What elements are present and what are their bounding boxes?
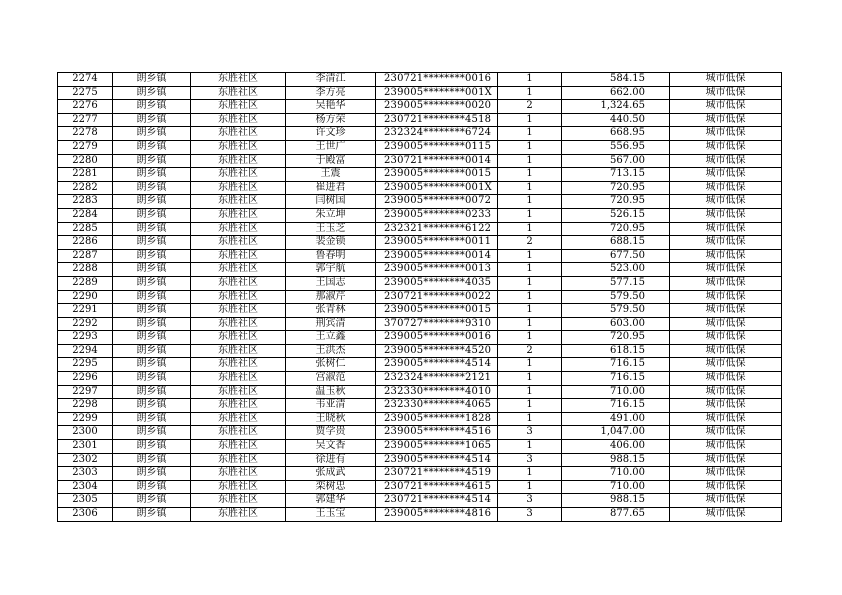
household-size-cell: 2 (498, 100, 562, 114)
category-cell: 城市低保 (670, 467, 782, 481)
amount-cell: 716.15 (562, 358, 670, 372)
township-cell: 朗乡镇 (113, 222, 191, 236)
id-number-cell: 239005********0016 (376, 331, 498, 345)
table-row (58, 222, 782, 236)
name-cell: 荆宾清 (286, 317, 376, 331)
township-cell: 朗乡镇 (113, 86, 191, 100)
id-number-cell: 239005********4035 (376, 276, 498, 290)
table-row (58, 113, 782, 127)
name-cell: 鲁春明 (286, 249, 376, 263)
id-number-cell: 239005********4514 (376, 453, 498, 467)
community-cell: 东胜社区 (191, 236, 286, 250)
amount-cell: 491.00 (562, 412, 670, 426)
id-number-cell: 232324********6724 (376, 127, 498, 141)
township-cell: 朗乡镇 (113, 317, 191, 331)
township-cell: 朗乡镇 (113, 358, 191, 372)
serial-number-cell: 2305 (58, 494, 113, 508)
township-cell: 朗乡镇 (113, 467, 191, 481)
category-cell: 城市低保 (670, 358, 782, 372)
name-cell: 李清江 (286, 73, 376, 87)
serial-number-cell: 2289 (58, 276, 113, 290)
table-row (58, 304, 782, 318)
category-cell: 城市低保 (670, 100, 782, 114)
name-cell: 栾树忠 (286, 480, 376, 494)
table-row (58, 181, 782, 195)
household-size-cell: 1 (498, 113, 562, 127)
serial-number-cell: 2276 (58, 100, 113, 114)
id-number-cell: 239005********0013 (376, 263, 498, 277)
name-cell: 王震 (286, 168, 376, 182)
amount-cell: 677.50 (562, 249, 670, 263)
table-row (58, 140, 782, 154)
serial-number-cell: 2304 (58, 480, 113, 494)
category-cell: 城市低保 (670, 290, 782, 304)
name-cell: 韦亚清 (286, 399, 376, 413)
category-cell: 城市低保 (670, 154, 782, 168)
amount-cell: 720.95 (562, 195, 670, 209)
township-cell: 朗乡镇 (113, 113, 191, 127)
id-number-cell: 239005********0115 (376, 140, 498, 154)
household-size-cell: 1 (498, 276, 562, 290)
name-cell: 温玉秋 (286, 385, 376, 399)
serial-number-cell: 2292 (58, 317, 113, 331)
township-cell: 朗乡镇 (113, 304, 191, 318)
id-number-cell: 230721********4615 (376, 480, 498, 494)
id-number-cell: 239005********1828 (376, 412, 498, 426)
table-row (58, 236, 782, 250)
community-cell: 东胜社区 (191, 249, 286, 263)
township-cell: 朗乡镇 (113, 73, 191, 87)
amount-cell: 716.15 (562, 372, 670, 386)
household-size-cell: 3 (498, 494, 562, 508)
category-cell: 城市低保 (670, 127, 782, 141)
id-number-cell: 239005********0072 (376, 195, 498, 209)
category-cell: 城市低保 (670, 195, 782, 209)
id-number-cell: 230721********0014 (376, 154, 498, 168)
household-size-cell: 1 (498, 399, 562, 413)
name-cell: 王立鑫 (286, 331, 376, 345)
table-row (58, 372, 782, 386)
table-row (58, 494, 782, 508)
category-cell: 城市低保 (670, 399, 782, 413)
category-cell: 城市低保 (670, 208, 782, 222)
serial-number-cell: 2300 (58, 426, 113, 440)
id-number-cell: 239005********0015 (376, 304, 498, 318)
community-cell: 东胜社区 (191, 222, 286, 236)
community-cell: 东胜社区 (191, 113, 286, 127)
name-cell: 闫树国 (286, 195, 376, 209)
amount-cell: 710.00 (562, 480, 670, 494)
community-cell: 东胜社区 (191, 140, 286, 154)
township-cell: 朗乡镇 (113, 372, 191, 386)
household-size-cell: 2 (498, 344, 562, 358)
table-row (58, 317, 782, 331)
name-cell: 杨方荣 (286, 113, 376, 127)
table-row (58, 358, 782, 372)
name-cell: 郭建华 (286, 494, 376, 508)
community-cell: 东胜社区 (191, 127, 286, 141)
name-cell: 于殿富 (286, 154, 376, 168)
household-size-cell: 1 (498, 372, 562, 386)
household-size-cell: 1 (498, 154, 562, 168)
community-cell: 东胜社区 (191, 290, 286, 304)
serial-number-cell: 2283 (58, 195, 113, 209)
category-cell: 城市低保 (670, 494, 782, 508)
category-cell: 城市低保 (670, 331, 782, 345)
amount-cell: 406.00 (562, 440, 670, 454)
table-row (58, 263, 782, 277)
id-number-cell: 239005********0014 (376, 249, 498, 263)
household-size-cell: 1 (498, 412, 562, 426)
table-row (58, 168, 782, 182)
township-cell: 朗乡镇 (113, 168, 191, 182)
table-row (58, 412, 782, 426)
community-cell: 东胜社区 (191, 317, 286, 331)
id-number-cell: 230721********4514 (376, 494, 498, 508)
household-size-cell: 1 (498, 304, 562, 318)
amount-cell: 988.15 (562, 494, 670, 508)
table-row (58, 86, 782, 100)
name-cell: 张青林 (286, 304, 376, 318)
township-cell: 朗乡镇 (113, 290, 191, 304)
serial-number-cell: 2290 (58, 290, 113, 304)
household-size-cell: 1 (498, 263, 562, 277)
name-cell: 王洪杰 (286, 344, 376, 358)
serial-number-cell: 2302 (58, 453, 113, 467)
township-cell: 朗乡镇 (113, 385, 191, 399)
township-cell: 朗乡镇 (113, 263, 191, 277)
id-number-cell: 232324********2121 (376, 372, 498, 386)
name-cell: 徐进有 (286, 453, 376, 467)
name-cell: 裴金锁 (286, 236, 376, 250)
relief-roster-table (57, 72, 782, 522)
category-cell: 城市低保 (670, 412, 782, 426)
township-cell: 朗乡镇 (113, 154, 191, 168)
amount-cell: 523.00 (562, 263, 670, 277)
name-cell: 王国志 (286, 276, 376, 290)
name-cell: 贾学贵 (286, 426, 376, 440)
household-size-cell: 1 (498, 222, 562, 236)
table-row (58, 508, 782, 522)
amount-cell: 618.15 (562, 344, 670, 358)
community-cell: 东胜社区 (191, 195, 286, 209)
township-cell: 朗乡镇 (113, 480, 191, 494)
name-cell: 李方亮 (286, 86, 376, 100)
household-size-cell: 1 (498, 467, 562, 481)
serial-number-cell: 2280 (58, 154, 113, 168)
category-cell: 城市低保 (670, 113, 782, 127)
category-cell: 城市低保 (670, 73, 782, 87)
category-cell: 城市低保 (670, 480, 782, 494)
community-cell: 东胜社区 (191, 86, 286, 100)
township-cell: 朗乡镇 (113, 236, 191, 250)
household-size-cell: 1 (498, 249, 562, 263)
name-cell: 王世广 (286, 140, 376, 154)
household-size-cell: 2 (498, 236, 562, 250)
township-cell: 朗乡镇 (113, 494, 191, 508)
serial-number-cell: 2277 (58, 113, 113, 127)
name-cell: 郭宇航 (286, 263, 376, 277)
township-cell: 朗乡镇 (113, 344, 191, 358)
serial-number-cell: 2275 (58, 86, 113, 100)
serial-number-cell: 2296 (58, 372, 113, 386)
township-cell: 朗乡镇 (113, 412, 191, 426)
serial-number-cell: 2291 (58, 304, 113, 318)
household-size-cell: 3 (498, 508, 562, 522)
category-cell: 城市低保 (670, 86, 782, 100)
id-number-cell: 239005********0015 (376, 168, 498, 182)
category-cell: 城市低保 (670, 222, 782, 236)
category-cell: 城市低保 (670, 249, 782, 263)
serial-number-cell: 2284 (58, 208, 113, 222)
table-row (58, 385, 782, 399)
township-cell: 朗乡镇 (113, 399, 191, 413)
amount-cell: 1,047.00 (562, 426, 670, 440)
community-cell: 东胜社区 (191, 508, 286, 522)
household-size-cell: 1 (498, 127, 562, 141)
category-cell: 城市低保 (670, 140, 782, 154)
table-row (58, 399, 782, 413)
serial-number-cell: 2306 (58, 508, 113, 522)
category-cell: 城市低保 (670, 344, 782, 358)
id-number-cell: 239005********4520 (376, 344, 498, 358)
table-row (58, 154, 782, 168)
table-row (58, 127, 782, 141)
table-row (58, 100, 782, 114)
table-row (58, 453, 782, 467)
community-cell: 东胜社区 (191, 440, 286, 454)
community-cell: 东胜社区 (191, 480, 286, 494)
category-cell: 城市低保 (670, 372, 782, 386)
amount-cell: 720.95 (562, 222, 670, 236)
name-cell: 吴艳华 (286, 100, 376, 114)
township-cell: 朗乡镇 (113, 331, 191, 345)
name-cell: 吴文香 (286, 440, 376, 454)
category-cell: 城市低保 (670, 317, 782, 331)
id-number-cell: 230721********0016 (376, 73, 498, 87)
name-cell: 王玉芝 (286, 222, 376, 236)
id-number-cell: 239005********0020 (376, 100, 498, 114)
serial-number-cell: 2297 (58, 385, 113, 399)
township-cell: 朗乡镇 (113, 249, 191, 263)
category-cell: 城市低保 (670, 385, 782, 399)
id-number-cell: 230721********4519 (376, 467, 498, 481)
community-cell: 东胜社区 (191, 344, 286, 358)
community-cell: 东胜社区 (191, 412, 286, 426)
serial-number-cell: 2282 (58, 181, 113, 195)
serial-number-cell: 2298 (58, 399, 113, 413)
community-cell: 东胜社区 (191, 208, 286, 222)
name-cell: 张成武 (286, 467, 376, 481)
id-number-cell: 239005********4816 (376, 508, 498, 522)
table-row (58, 480, 782, 494)
table-row (58, 440, 782, 454)
household-size-cell: 1 (498, 195, 562, 209)
id-number-cell: 239005********0233 (376, 208, 498, 222)
category-cell: 城市低保 (670, 263, 782, 277)
community-cell: 东胜社区 (191, 263, 286, 277)
name-cell: 那淑芹 (286, 290, 376, 304)
township-cell: 朗乡镇 (113, 140, 191, 154)
community-cell: 东胜社区 (191, 181, 286, 195)
amount-cell: 662.00 (562, 86, 670, 100)
township-cell: 朗乡镇 (113, 426, 191, 440)
amount-cell: 716.15 (562, 399, 670, 413)
amount-cell: 440.50 (562, 113, 670, 127)
community-cell: 东胜社区 (191, 385, 286, 399)
community-cell: 东胜社区 (191, 73, 286, 87)
household-size-cell: 1 (498, 208, 562, 222)
amount-cell: 720.95 (562, 331, 670, 345)
community-cell: 东胜社区 (191, 276, 286, 290)
serial-number-cell: 2278 (58, 127, 113, 141)
amount-cell: 720.95 (562, 181, 670, 195)
household-size-cell: 1 (498, 440, 562, 454)
id-number-cell: 230721********4518 (376, 113, 498, 127)
category-cell: 城市低保 (670, 453, 782, 467)
serial-number-cell: 2288 (58, 263, 113, 277)
household-size-cell: 1 (498, 181, 562, 195)
amount-cell: 584.15 (562, 73, 670, 87)
table-row (58, 426, 782, 440)
community-cell: 东胜社区 (191, 467, 286, 481)
serial-number-cell: 2301 (58, 440, 113, 454)
category-cell: 城市低保 (670, 304, 782, 318)
id-number-cell: 239005********1065 (376, 440, 498, 454)
table-row (58, 249, 782, 263)
amount-cell: 688.15 (562, 236, 670, 250)
household-size-cell: 3 (498, 426, 562, 440)
amount-cell: 603.00 (562, 317, 670, 331)
id-number-cell: 370727********9310 (376, 317, 498, 331)
serial-number-cell: 2303 (58, 467, 113, 481)
id-number-cell: 239005********4514 (376, 358, 498, 372)
amount-cell: 877.65 (562, 508, 670, 522)
id-number-cell: 232330********4010 (376, 385, 498, 399)
name-cell: 许文珍 (286, 127, 376, 141)
id-number-cell: 239005********0011 (376, 236, 498, 250)
name-cell: 朱立坤 (286, 208, 376, 222)
table-row (58, 331, 782, 345)
township-cell: 朗乡镇 (113, 100, 191, 114)
id-number-cell: 232321********6122 (376, 222, 498, 236)
name-cell: 王晓秋 (286, 412, 376, 426)
township-cell: 朗乡镇 (113, 181, 191, 195)
table-row (58, 290, 782, 304)
category-cell: 城市低保 (670, 508, 782, 522)
id-number-cell: 239005********001X (376, 86, 498, 100)
amount-cell: 710.00 (562, 467, 670, 481)
name-cell: 崔进君 (286, 181, 376, 195)
household-size-cell: 1 (498, 290, 562, 304)
township-cell: 朗乡镇 (113, 195, 191, 209)
amount-cell: 668.95 (562, 127, 670, 141)
community-cell: 东胜社区 (191, 358, 286, 372)
table-body (58, 73, 782, 522)
amount-cell: 988.15 (562, 453, 670, 467)
household-size-cell: 1 (498, 86, 562, 100)
serial-number-cell: 2293 (58, 331, 113, 345)
amount-cell: 1,324.65 (562, 100, 670, 114)
name-cell: 王玉宝 (286, 508, 376, 522)
serial-number-cell: 2295 (58, 358, 113, 372)
amount-cell: 567.00 (562, 154, 670, 168)
household-size-cell: 1 (498, 73, 562, 87)
serial-number-cell: 2274 (58, 73, 113, 87)
household-size-cell: 3 (498, 453, 562, 467)
name-cell: 张树仁 (286, 358, 376, 372)
township-cell: 朗乡镇 (113, 440, 191, 454)
amount-cell: 713.15 (562, 168, 670, 182)
amount-cell: 710.00 (562, 385, 670, 399)
household-size-cell: 1 (498, 480, 562, 494)
township-cell: 朗乡镇 (113, 276, 191, 290)
category-cell: 城市低保 (670, 168, 782, 182)
id-number-cell: 239005********4516 (376, 426, 498, 440)
community-cell: 东胜社区 (191, 372, 286, 386)
household-size-cell: 1 (498, 140, 562, 154)
household-size-cell: 1 (498, 358, 562, 372)
community-cell: 东胜社区 (191, 399, 286, 413)
table-row (58, 208, 782, 222)
amount-cell: 556.95 (562, 140, 670, 154)
community-cell: 东胜社区 (191, 494, 286, 508)
community-cell: 东胜社区 (191, 453, 286, 467)
serial-number-cell: 2286 (58, 236, 113, 250)
township-cell: 朗乡镇 (113, 453, 191, 467)
household-size-cell: 1 (498, 385, 562, 399)
id-number-cell: 239005********001X (376, 181, 498, 195)
community-cell: 东胜社区 (191, 426, 286, 440)
category-cell: 城市低保 (670, 426, 782, 440)
amount-cell: 579.50 (562, 290, 670, 304)
category-cell: 城市低保 (670, 236, 782, 250)
township-cell: 朗乡镇 (113, 208, 191, 222)
table-row (58, 344, 782, 358)
serial-number-cell: 2281 (58, 168, 113, 182)
category-cell: 城市低保 (670, 181, 782, 195)
community-cell: 东胜社区 (191, 100, 286, 114)
serial-number-cell: 2287 (58, 249, 113, 263)
category-cell: 城市低保 (670, 276, 782, 290)
table-row (58, 195, 782, 209)
serial-number-cell: 2294 (58, 344, 113, 358)
community-cell: 东胜社区 (191, 304, 286, 318)
serial-number-cell: 2279 (58, 140, 113, 154)
community-cell: 东胜社区 (191, 154, 286, 168)
community-cell: 东胜社区 (191, 168, 286, 182)
household-size-cell: 1 (498, 317, 562, 331)
name-cell: 宫淑范 (286, 372, 376, 386)
table-row (58, 276, 782, 290)
community-cell: 东胜社区 (191, 331, 286, 345)
amount-cell: 526.15 (562, 208, 670, 222)
household-size-cell: 1 (498, 331, 562, 345)
table-row (58, 73, 782, 87)
household-size-cell: 1 (498, 168, 562, 182)
id-number-cell: 230721********0022 (376, 290, 498, 304)
id-number-cell: 232330********4065 (376, 399, 498, 413)
serial-number-cell: 2285 (58, 222, 113, 236)
category-cell: 城市低保 (670, 440, 782, 454)
amount-cell: 579.50 (562, 304, 670, 318)
amount-cell: 577.15 (562, 276, 670, 290)
township-cell: 朗乡镇 (113, 508, 191, 522)
serial-number-cell: 2299 (58, 412, 113, 426)
table-row (58, 467, 782, 481)
township-cell: 朗乡镇 (113, 127, 191, 141)
